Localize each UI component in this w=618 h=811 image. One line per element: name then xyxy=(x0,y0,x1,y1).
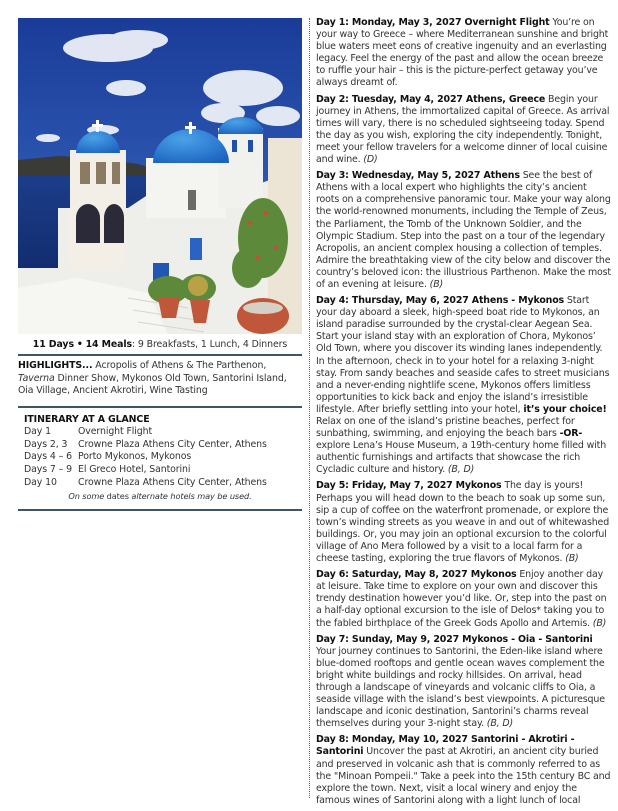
highlights-text-1: Acropolis of Athens & The Parthenon, xyxy=(92,360,267,371)
glance-title: ITINERARY AT A GLANCE xyxy=(24,413,150,425)
day-heading: Day 7: Sunday, May 9, 2027 Mykonos - Oia - Santorini xyxy=(316,633,593,645)
highlights-text-2: Dinner Show, Mykonos Old Town, Santorini Island, Oia Village, Ancient Akrotiri, Wine Tasting xyxy=(18,372,287,397)
day-description: Start your day aboard a sleek, high-speed boat ride to Mykonos, an island paradise surrounded by the crystal-clear Aegean Sea. Start your island stay with an exploration of Chora, Mykonos’ Old Town, where you discover its winding lanes independently. In the afternoon, check in to your hotel for a relaxing 3-night stay. From sandy beaches and seaside cafes to street musicians and a never-ending nightlife scene, Mykonos offers limitless opportunities to kick back and enjoy the island’s irresistible lifestyle. After briefly settling into your hotel, xyxy=(316,295,610,415)
day-entry xyxy=(316,17,612,90)
glance-row xyxy=(24,426,296,439)
glance-day: Day 10 xyxy=(24,476,57,488)
glance-day: Days 7 – 9 xyxy=(24,464,72,476)
hotel-note-text: On some xyxy=(68,490,107,501)
left-column xyxy=(18,18,302,511)
glance-row xyxy=(24,451,296,464)
santorini-photo xyxy=(18,18,302,334)
glance-row xyxy=(24,464,296,477)
or-emphasis: -OR- xyxy=(559,428,583,440)
day-entry xyxy=(316,170,612,291)
glance-day: Day 1 xyxy=(24,425,51,437)
trip-summary xyxy=(18,339,302,350)
day-entry xyxy=(316,480,612,565)
glance-place: Overnight Flight xyxy=(78,425,153,437)
glance-row xyxy=(24,477,296,490)
choice-emphasis: it’s your choice! xyxy=(523,403,607,415)
day-heading: Day 5: Friday, May 7, 2027 Mykonos xyxy=(316,480,502,492)
day-heading: Day 8: Monday, May 10, 2027 Santorini - Akrotiri - Santorini xyxy=(316,734,575,758)
section-divider xyxy=(18,406,302,408)
hotel-note-text: alternate hotels may be used. xyxy=(128,490,252,501)
days-count: 11 Days xyxy=(32,339,74,350)
day-description: See the best of Athens with a local expert who highlights the city’s ancient roots on a comprehensive panoramic tour. Make your way along the world-renowned monuments, including the Temple of Zeus, the Parliament, the Tomb of the Unknown Soldier, and the Olympic Stadium. Step into the past on a tour of the legendary Acropolis, an ancient complex housing a collection of temples. Admire the breathtaking view of the city below and discover the country’s beloved icon: the illustrious Parthenon. Make the most of an evening at leisure. xyxy=(316,170,611,290)
day-entry xyxy=(316,94,612,167)
day-entry xyxy=(316,634,612,731)
day-description: explore Lena’s House Museum, a 19th-century home filled with authentic furnishings and artifacts that showcase the rich Cycladic culture and history. xyxy=(316,440,607,476)
highlights-section xyxy=(18,360,302,402)
day-entry xyxy=(316,734,612,807)
hotel-note-text: dates xyxy=(106,490,129,501)
itinerary-at-a-glance xyxy=(18,412,302,505)
day-heading: Day 2: Tuesday, May 4, 2027 Athens, Greece xyxy=(316,93,546,105)
meal-code: (B, D) xyxy=(447,464,475,476)
santorini-illustration xyxy=(18,18,302,334)
glance-place: Crowne Plaza Athens City Center, Athens xyxy=(78,476,267,488)
day-heading: Day 4: Thursday, May 6, 2027 Athens - Mykonos xyxy=(316,295,565,307)
meal-code: (B) xyxy=(565,553,579,565)
section-divider xyxy=(18,509,302,511)
hotel-note xyxy=(24,491,296,501)
column-divider xyxy=(309,18,310,798)
day-description: Relax on one of the island’s pristine beaches, perfect for sunbathing, swimming, and enjoying the beach bars xyxy=(316,416,575,440)
meal-code: (D) xyxy=(363,154,378,166)
meals-count: 14 Meals xyxy=(85,339,132,350)
day-description: Enjoy another day at leisure. Take time to explore on your own and discover this trendy destination however you’d like. Or, step into the past on a half-day optional excursion to the isle of Delos* taking you to the fabled birthplace of the Greek Gods Apollo and Artemis. xyxy=(316,569,607,629)
glance-place: Porto Mykonos, Mykonos xyxy=(78,451,192,463)
bullet-separator: • xyxy=(76,339,83,350)
meals-detail: : 9 Breakfasts, 1 Lunch, 4 Dinners xyxy=(131,339,288,350)
day-entry xyxy=(316,295,612,476)
glance-day: Days 4 – 6 xyxy=(24,451,72,463)
day-heading: Day 1: Monday, May 3, 2027 Overnight Flight xyxy=(316,17,550,28)
day-description: The day is yours! Perhaps you will head down to the beach to soak up some sun, sip a cup of coffee on the waterfront promenade, or explore the town’s winding streets as you weave in and out of whitewashed buildings. Or, you may join an optional excursion to the colorful village of Ano Mera followed by a visit to a local farm for a cheese tasting, exploring the true flavors of Mykonos. xyxy=(316,480,610,565)
day-heading: Day 3: Wednesday, May 5, 2027 Athens xyxy=(316,170,520,182)
glance-place: El Greco Hotel, Santorini xyxy=(78,464,191,476)
meal-code: (B) xyxy=(429,278,444,290)
daily-itinerary xyxy=(316,17,612,811)
highlights-label: HIGHLIGHTS... xyxy=(18,360,93,371)
day-description: Uncover the past at Akrotiri, an ancient city buried and preserved in volcanic ash that is commonly referred to as the "Minoan Pompeii." Take a peek into the 15th century BC and explore the town. Next, visit a local winery and enjoy the famous wines of Santorini along with a light lunch of local xyxy=(316,746,611,806)
meal-code: (B) xyxy=(592,617,607,629)
meal-code: (B, D) xyxy=(486,718,513,730)
section-divider xyxy=(18,354,302,356)
day-description: You’re on your way to Greece – where Mediterranean sunshine and bright blue waters meet eons of creative ingenuity and an everlasting legacy. Feel the energy of the past and allow the ocean breeze to ruffle your hair – this is the picture-perfect getaway you’ve always dreamt of. xyxy=(316,17,609,89)
highlights-italic: Taverna xyxy=(18,372,55,384)
glance-place: Crowne Plaza Athens City Center, Athens xyxy=(78,438,267,450)
glance-day: Days 2, 3 xyxy=(24,438,68,450)
day-description: Begin your journey in Athens, the immortalized capital of Greece. As arrival times will vary, there is no scheduled sightseeing today. Spend the day as you wish, exploring the city independently. Tonight, meet your fellow travelers for a welcome dinner of local cuisine and wine. xyxy=(316,93,610,166)
day-entry xyxy=(316,569,612,629)
day-description: Your journey continues to Santorini, the Eden-like island where blue-domed rooftops and gentle ocean waves complement the bright white buildings and rocky hillsides. On arrival, head through a landscape of vineyards and volcanic cliffs to Oia, a seaside village with the island’s best viewpoints. A picturesque landscape and iconic destination, Santorini’s charms reveal themselves during your 3-night stay. xyxy=(316,645,605,730)
glance-row xyxy=(24,439,296,452)
day-heading: Day 6: Saturday, May 8, 2027 Mykonos xyxy=(316,569,517,581)
